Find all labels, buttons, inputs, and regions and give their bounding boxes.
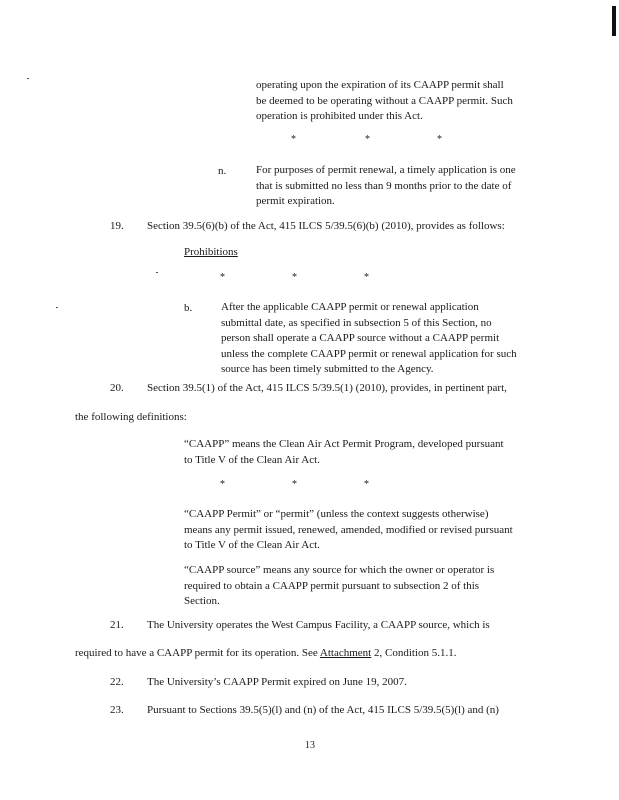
paragraph-20-line: the following definitions:: [75, 411, 187, 423]
prohibitions-heading: Prohibitions: [184, 246, 238, 258]
text-line: After the applicable CAAPP permit or renewal application: [221, 301, 479, 313]
text-line: source has been timely submitted to the Agency.: [221, 363, 434, 375]
page-number: 13: [305, 740, 315, 751]
paragraph-21-line: The University operates the West Campus Facility, a CAAPP source, which is: [147, 619, 490, 631]
omission-star: *: [220, 272, 225, 283]
omission-star: *: [292, 479, 297, 490]
text-line: “CAAPP source” means any source for which the owner or operator is: [184, 564, 495, 576]
scan-speck: [56, 307, 58, 308]
subparagraph-b: [221, 300, 517, 378]
text-line: unless the complete CAAPP permit or renewal application for such: [221, 347, 517, 360]
text-line: For purposes of permit renewal, a timely application is one: [256, 164, 516, 176]
text-run: required to have a CAAPP permit for its operation. See: [75, 647, 320, 659]
paragraph-number: 19.: [110, 220, 124, 232]
omission-star: *: [365, 134, 370, 145]
subparagraph-label: n.: [218, 165, 227, 177]
omission-star: *: [292, 272, 297, 283]
scan-speck: [27, 78, 29, 79]
paragraph-number: 20.: [110, 382, 124, 394]
omission-star: *: [437, 134, 442, 145]
scan-speck: [156, 272, 158, 273]
subparagraph-label: b.: [184, 302, 193, 314]
subparagraph-n: [256, 163, 516, 210]
omission-star: *: [364, 272, 369, 283]
omission-star: *: [291, 134, 296, 145]
paragraph-22-text: The University’s CAAPP Permit expired on June 19, 2007.: [147, 676, 407, 688]
text-line: “CAAPP Permit” or “permit” (unless the context suggests otherwise): [184, 508, 489, 520]
text-line: operation is prohibited under this Act.: [256, 110, 423, 122]
definition-caapp: [184, 437, 504, 468]
definition-caapp-permit: [184, 507, 513, 554]
definition-caapp-source: [184, 563, 494, 610]
paragraph-number: 22.: [110, 676, 124, 688]
text-line: Section.: [184, 595, 220, 607]
quote-continuation: [256, 78, 513, 125]
paragraph-21-line: [75, 646, 457, 660]
text-line: permit expiration.: [256, 195, 335, 207]
text-line: submittal date, as specified in subsection 5 of this Section, no: [221, 316, 492, 329]
paragraph-23-text: Pursuant to Sections 39.5(5)(l) and (n) of the Act, 415 ILCS 5/39.5(5)(l) and (n): [147, 704, 499, 716]
text-line: be deemed to be operating without a CAAPP permit. Such: [256, 94, 513, 107]
text-line: “CAAPP” means the Clean Air Act Permit Program, developed pursuant: [184, 438, 504, 450]
text-line: to Title V of the Clean Air Act.: [184, 539, 320, 551]
text-line: means any permit issued, renewed, amended, modified or revised pursuant: [184, 523, 513, 536]
paragraph-number: 21.: [110, 619, 124, 631]
scan-edge-mark: [612, 6, 616, 36]
text-line: operating upon the expiration of its CAAPP permit shall: [256, 79, 504, 91]
text-run: 2, Condition 5.1.1.: [371, 647, 457, 659]
text-line: that is submitted no less than 9 months prior to the date of: [256, 179, 512, 192]
text-line: to Title V of the Clean Air Act.: [184, 453, 320, 466]
paragraph-19-text: Section 39.5(6)(b) of the Act, 415 ILCS 5/39.5(6)(b) (2010), provides as follows:: [147, 220, 505, 232]
text-line: person shall operate a CAAPP source without a CAAPP permit: [221, 332, 500, 344]
attachment-reference: Attachment: [319, 647, 372, 659]
omission-star: *: [364, 479, 369, 490]
paragraph-20-line: Section 39.5(1) of the Act, 415 ILCS 5/39.5(1) (2010), provides, in pertinent part,: [147, 382, 507, 394]
omission-star: *: [220, 479, 225, 490]
text-line: required to obtain a CAAPP permit pursuant to subsection 2 of this: [184, 579, 480, 592]
paragraph-number: 23.: [110, 704, 124, 716]
